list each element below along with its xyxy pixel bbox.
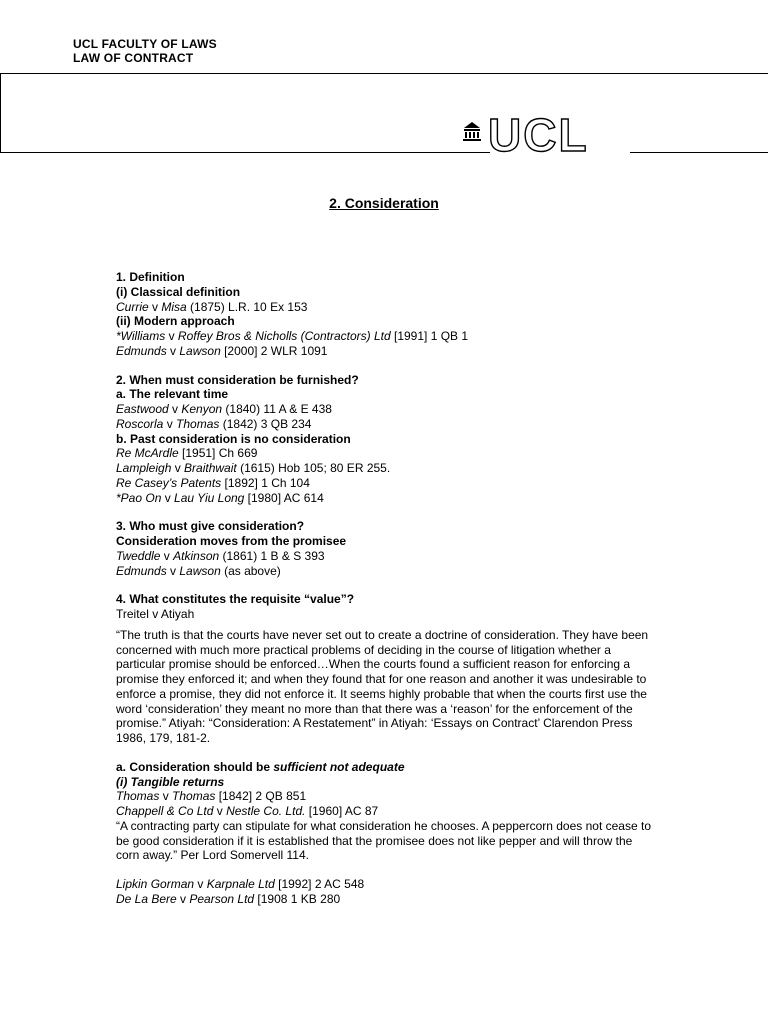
portico-icon [463, 122, 481, 141]
case-citation: *Williams v Roffey Bros & Nicholls (Contractors) Ltd [1991] 1 QB 1 [116, 329, 469, 343]
section-1-subheading-classical: (i) Classical definition [116, 284, 241, 299]
section-2-heading: 2. When must consideration be furnished? [116, 372, 359, 387]
case-citation: *Pao On v Lau Yiu Long [1980] AC 614 [116, 490, 324, 505]
ucl-logo-graphic [462, 114, 637, 156]
section-2-subheading-past: b. Past consideration is no consideration [116, 431, 351, 446]
case-citation: Edmunds v Lawson (as above) [116, 563, 281, 578]
frame-right-line [630, 152, 768, 153]
frame-left-line [0, 73, 1, 153]
section-4a-subheading-tangible: (i) Tangible returns [116, 774, 225, 789]
frame-bottom-line [0, 152, 490, 153]
section-1-subheading-modern: (ii) Modern approach [116, 314, 235, 329]
case-citation: Re Casey’s Patents [1892] 1 Ch 104 [116, 475, 310, 490]
atiyah-quote: “The truth is that the courts have never set out to create a doctrine of consideration. They have been concerned with much more practical problems of deciding in the course of litigation whether a particular promise should be enforced…When the courts found a sufficient reason for enforcing a promise they enforced it; and when they found that for one reason and another it was undesirable to enforce a promise, they did not enforce it. It seems highly probable that when the courts first use the word ‘consideration’ they meant no more than that there was a ‘reason’ for the enforcement of the promise.” Atiyah: “Consideration: A Restatement” in Atiyah: ‘Essays on Contract’ Clarendon Press 1986, 179, 181-2. [116, 627, 649, 745]
somervell-quote: “A contracting party can stipulate for what consideration he chooses. A peppercorn does not cease to be good consideration if it is established that the promisee does not like pepper and will throw the corn away.” Per Lord Somervell 114. [116, 818, 651, 863]
title-text: 2. Consideration [329, 195, 439, 211]
case-citation: Thomas v Thomas [1842] 2 QB 851 [116, 789, 307, 804]
section-3-subheading: Consideration moves from the promisee [116, 534, 347, 548]
case-citation: Currie v Misa (1875) L.R. 10 Ex 153 [116, 299, 308, 314]
section-1-heading: 1. Definition [116, 270, 185, 284]
header-faculty: UCL FACULTY OF LAWS [73, 37, 217, 51]
logo-text: UCL [488, 114, 589, 156]
document-body [116, 270, 651, 907]
section-4-heading: 4. What constitutes the requisite “value”? [116, 592, 355, 607]
section-3-heading: 3. Who must give consideration? [116, 519, 305, 534]
document-header [73, 37, 217, 65]
case-citation: De La Bere v Pearson Ltd [1908 1 KB 280 [116, 891, 341, 906]
ucl-logo [462, 114, 637, 161]
treitel-atiyah-line: Treitel v Atiyah [116, 607, 195, 621]
case-citation: Roscorla v Thomas (1842) 3 QB 234 [116, 416, 312, 431]
section-2-subheading-time: a. The relevant time [116, 387, 229, 402]
case-citation: Lipkin Gorman v Karpnale Ltd [1992] 2 AC 548 [116, 877, 365, 891]
case-citation: Chappell & Co Ltd v Nestle Co. Ltd. [1960] AC 87 [116, 804, 379, 818]
case-citation: Lampleigh v Braithwait (1615) Hob 105; 80 ER 255. [116, 461, 391, 475]
section-4a-subheading: a. Consideration should be sufficient not adequate [116, 759, 405, 774]
case-citation: Tweddle v Atkinson (1861) 1 B & S 393 [116, 548, 325, 563]
frame-top-line [0, 73, 768, 74]
case-citation: Re McArdle [1951] Ch 669 [116, 446, 258, 461]
document-title [0, 195, 768, 211]
header-course: LAW OF CONTRACT [73, 51, 194, 65]
case-citation: Eastwood v Kenyon (1840) 11 A & E 438 [116, 402, 332, 416]
case-citation: Edmunds v Lawson [2000] 2 WLR 1091 [116, 343, 328, 358]
